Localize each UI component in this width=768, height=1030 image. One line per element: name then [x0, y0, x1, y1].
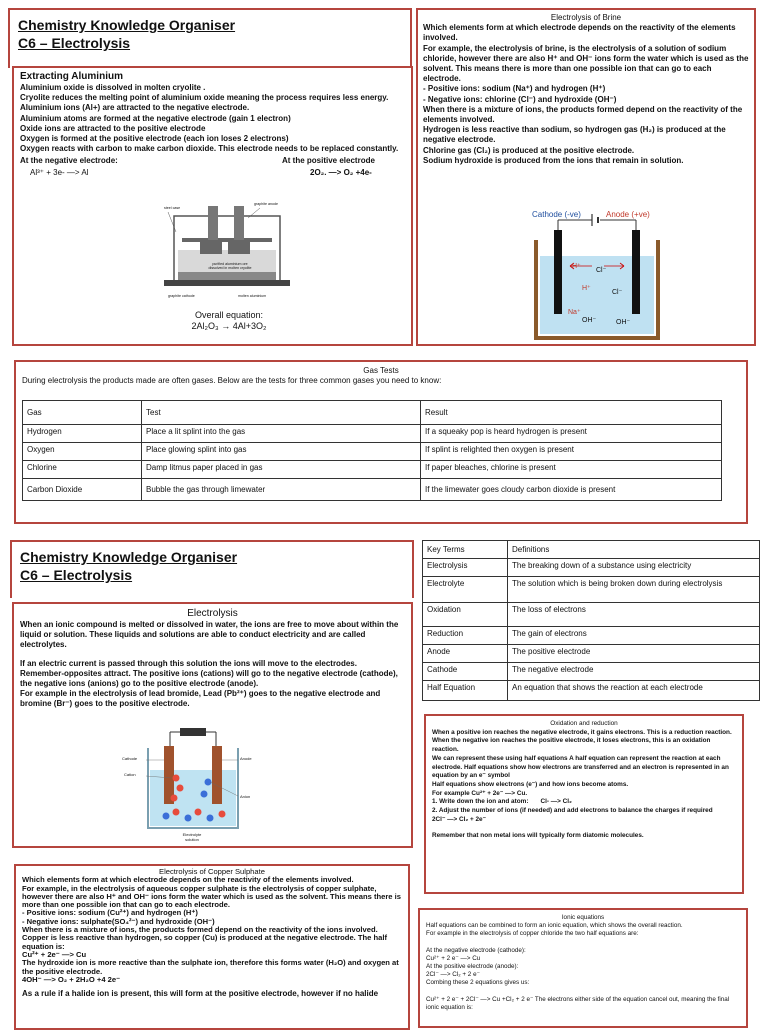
overall-equation [154, 310, 304, 332]
oxred-line: Remember that non metal ions will typically form diatomic molecules. [432, 832, 644, 840]
topic-title: C6 – Electrolysis [18, 35, 131, 51]
table-header-cell: Result [421, 401, 722, 425]
definition-cell: The breaking down of a substance using electricity [508, 559, 760, 577]
aluminium-cell-drawing [162, 202, 292, 302]
ionic-line: Cu²⁺ + 2 e⁻ —> Cu [426, 954, 481, 962]
brine-paragraph: Hydrogen is less reactive than sodium, so hydrogen gas (H₂) is produced at the negative electrode. [423, 125, 726, 145]
positive-electrode-label: At the positive electrode [282, 156, 375, 166]
electrolysis-text [20, 620, 405, 710]
brine-paragraph: Sodium hydroxide is produced from the ions that remain in solution. [423, 155, 684, 165]
term-cell: Oxidation [423, 603, 508, 627]
brine-paragraph: Which elements form at which electrode depends on the reactivity of the elements involved. [423, 23, 736, 43]
test-cell: Place glowing splint into gas [142, 443, 421, 461]
oxred-line: Half equations show electrons (e⁻) and how ions become atoms. [432, 780, 629, 788]
table-row [423, 559, 760, 577]
ionic-line: 2Cl⁻ —> Cl₂ + 2 e⁻ [426, 971, 480, 979]
oxred-step-text: 1. Write down the ion and atom: [432, 798, 529, 806]
table-header-cell: Key Terms [423, 541, 508, 559]
oxred-line: When the negative ion reaches the positive electrode, it loses electrons, this is an oxidation reaction. [432, 737, 711, 754]
ionic-title: Ionic equations [561, 914, 605, 921]
copper-line: - Positive ions: sodium (Cu²⁺) and hydrogen (H⁺) [22, 908, 198, 918]
ionic-line: Half equations can be combined to form an ionic equation, which shows the overall reaction. [426, 922, 683, 930]
table-row [23, 425, 722, 443]
definition-cell: The solution which is being broken down during electrolysis [508, 577, 760, 603]
positive-electrode-equation: 2O₂. —> O₂ +4e- [310, 168, 372, 178]
table-row [23, 479, 722, 501]
definition-cell: The positive electrode [508, 645, 760, 663]
overall-equation-label: Overall equation: [194, 310, 264, 320]
chloride-ion: Cl⁻ [612, 289, 623, 296]
copper-line: 4OH⁻ —> O₂ + 2H₂O +4 2e⁻ [22, 974, 121, 984]
electrolysis-title: Electrolysis [187, 608, 238, 619]
negative-electrode-label: At the negative electrode: [20, 156, 118, 166]
key-terms-table [422, 540, 760, 701]
gas-cell: Chlorine [23, 461, 142, 479]
test-cell: Bubble the gas through limewater [142, 479, 421, 501]
copper-text [22, 876, 402, 998]
copper-line: - Negative ions: sulphate(SO₄²⁻) and hydroxide (OH⁻) [22, 916, 215, 926]
table-row [23, 461, 722, 479]
term-cell: Half Equation [423, 681, 508, 701]
test-cell: Damp litmus paper placed in gas [142, 461, 421, 479]
aluminium-line: Oxygen is formed at the positive electrode (each ion loses 2 electrons) [20, 134, 289, 144]
aluminium-line: Aluminium oxide is dissolved in molten cryolite . [20, 83, 206, 92]
brine-cell-drawing [532, 210, 662, 342]
ionic-line: Cu²⁺ + 2 e⁻ + 2Cl⁻ —> Cu +Cl₂ + 2 e⁻ The electrons either side of the equation cancel out, meaning the final ionic equation is: [426, 995, 730, 1011]
table-header-cell: Test [142, 401, 421, 425]
copper-sulphate-panel [14, 864, 410, 1030]
graphite-cathode-label: graphite cathode [168, 294, 195, 298]
table-header-row [423, 541, 760, 559]
overall-equation-text: 2Al₂O₃ → 4Al+3O₂ [191, 321, 267, 331]
copper-line: Copper is less reactive than hydrogen, so copper (Cu) is produced at the negative electrode. The half equation is: [22, 933, 388, 951]
cathode-label: Cathode (-ve) [532, 210, 581, 219]
graphite-anode-label: graphite anode [254, 202, 278, 206]
oxred-line: We can represent these using half equations A half equation can represent the reaction at each electrode. Half equations show how electrons are transferred and an electron is represented in an equation by an e⁻ symbol [432, 754, 729, 780]
key-terms-table-wrap [422, 540, 760, 701]
test-cell: Place a lit splint into the gas [142, 425, 421, 443]
aluminium-cell-diagram [162, 202, 292, 302]
organiser-title: Chemistry Knowledge Organiser [20, 549, 238, 565]
oxidation-reduction-panel [424, 714, 744, 894]
ionic-line: At the positive electrode (anode): [426, 963, 519, 971]
copper-line: For example, in the electrolysis of aqueous copper sulphate is the electrolysis of copper sulphate, however there are also H⁺ and OH⁻ ions form the water which is used as the solvent. This means there is more than one possible ion that can go to each electrode. [22, 883, 401, 910]
copper-title: Electrolysis of Copper Sulphate [159, 867, 265, 876]
aluminium-line: Oxygen reacts with carbon to make carbon dioxide. This electrode needs to be replaced constantly. [20, 144, 399, 154]
hydrogen-ion: H⁺ [572, 263, 581, 270]
result-cell: If splint is relighted then oxygen is present [421, 443, 722, 461]
table-header-row [23, 401, 722, 425]
cathode-label: Cathode [122, 756, 138, 761]
oxred-step-1 [432, 798, 736, 807]
result-cell: If paper bleaches, chlorine is present [421, 461, 722, 479]
table-header-cell: Definitions [508, 541, 760, 559]
result-cell: If the limewater goes cloudy carbon dioxide is present [421, 479, 722, 501]
definition-cell: An equation that shows the reaction at each electrode [508, 681, 760, 701]
brine-panel [416, 8, 756, 346]
table-row [423, 577, 760, 603]
table-row [423, 645, 760, 663]
chloride-ion: Cl⁻ [596, 267, 607, 274]
term-cell: Electrolyte [423, 577, 508, 603]
ionic-line: For example in the electrolysis of copper chloride the two half equations are: [426, 930, 639, 938]
definition-cell: The negative electrode [508, 663, 760, 681]
oxred-line: 2. Adjust the number of ions (if needed) and add electrons to balance the charges if required [432, 807, 713, 815]
brine-cell-diagram [532, 210, 662, 342]
copper-line: As a rule if a halide ion is present, this will form at the positive electrode, however if no halide [22, 989, 379, 999]
oxred-line: For example Cu²⁺ + 2e⁻ —> Cu. [432, 789, 528, 797]
header-box-bottom [10, 540, 414, 598]
purified-ore-label: purified aluminium ore dissolved in molten cryolite [208, 262, 252, 270]
term-cell: Anode [423, 645, 508, 663]
electrolysis-panel [12, 602, 413, 848]
brine-paragraph: Chlorine gas (Cl₂) is produced at the positive electrode. [423, 145, 635, 155]
hydroxide-ion: OH⁻ [616, 319, 631, 326]
brine-title: Electrolysis of Brine [550, 13, 622, 22]
gas-tests-panel [14, 360, 748, 524]
copper-line: The hydroxide ion is more reactive than the sulphate ion, therefore this forms water (H₂O) and oxygen at the positive electrode. [22, 958, 399, 976]
negative-electrode-equation: Al³⁺ + 3e- —> Al [30, 168, 89, 178]
anion-label: Anion [240, 794, 251, 799]
anode-label: Anode (+ve) [606, 210, 650, 219]
oxred-text [432, 729, 736, 841]
topic-title: C6 – Electrolysis [20, 567, 133, 583]
cation-label: Cation [124, 772, 136, 777]
gas-cell: Oxygen [23, 443, 142, 461]
brine-text [423, 23, 749, 166]
result-cell: If a squeaky pop is heard hydrogen is present [421, 425, 722, 443]
copper-line: Cu²⁺ + 2e⁻ —> Cu [22, 949, 87, 959]
gas-tests-table [22, 400, 722, 501]
table-row [423, 663, 760, 681]
oxred-title: Oxidation and reduction [550, 720, 618, 727]
header-box-top [8, 8, 412, 68]
term-cell: Cathode [423, 663, 508, 681]
steel-case-label: steel case [164, 206, 181, 210]
hydroxide-ion: OH⁻ [582, 317, 597, 324]
oxred-step-equation: 2Cl⁻ —> Cl₂ + 2e⁻ [432, 815, 486, 823]
table-row [423, 681, 760, 701]
gas-tests-intro: During electrolysis the products made are often gases. Below are the tests for three common gases you need to know: [22, 376, 442, 386]
ionic-line: Combing these 2 equations gives us: [426, 979, 530, 987]
aluminium-title: Extracting Aluminium [20, 71, 123, 82]
extracting-aluminium-panel [12, 66, 413, 346]
electrolysis-paragraph: When an ionic compound is melted or dissolved in water, the ions are free to move about within the liquid or solution. These liquids and solutions are able to conduct electricity and are called electrolytes. [20, 620, 399, 650]
table-row [423, 627, 760, 645]
oxred-line: When a positive ion reaches the negative electrode, it gains electrons. This is a reduction reaction. [432, 728, 732, 736]
aluminium-line: Cryolite reduces the melting point of aluminium oxide meaning the process requires less energy. [20, 93, 389, 103]
molten-aluminium-label: molten aluminium [238, 294, 267, 298]
table-row [423, 603, 760, 627]
organiser-title: Chemistry Knowledge Organiser [18, 17, 236, 33]
brine-paragraph: For example, the electrolysis of brine, is the electrolysis of a solution of sodium chloride, however there are also H⁺ and OH⁻ ions form the water which is used as the solvent. This means there is more than one possible ion that can go to each electrode. [423, 43, 749, 84]
sodium-ion: Na⁺ [568, 309, 581, 316]
table-header-cell: Gas [23, 401, 142, 425]
gas-cell: Hydrogen [23, 425, 142, 443]
aluminium-line: Oxide ions are attracted to the positive electrode [20, 123, 206, 133]
gas-tests-title: Gas Tests [363, 366, 399, 375]
ionic-line: At the negative electrode (cathode): [426, 946, 526, 954]
oxred-step-equation: Cl- —> Cl₂ [540, 798, 572, 806]
electrolysis-paragraph: For example in the electrolysis of lead bromide, Lead (Pb²⁺) goes to the negative electrode and bromine (Br⁻) goes to the positive electrode. [20, 689, 381, 709]
ionic-equations-panel [418, 908, 748, 1028]
electrolysis-cell-drawing [118, 726, 268, 844]
electrolysis-paragraph: If an electric current is passed through this solution the ions will move to the electrodes. [20, 658, 357, 668]
term-cell: Electrolysis [423, 559, 508, 577]
definition-cell: The gain of electrons [508, 627, 760, 645]
copper-line: When there is a mixture of ions, the products formed depend on the reactivity of the ions involved. [22, 925, 378, 935]
copper-line: Which elements form at which electrode depends on the reactivity of the elements involved. [22, 875, 354, 885]
term-cell: Reduction [423, 627, 508, 645]
electrolyte-label: Electrolyte solution [182, 832, 202, 842]
brine-paragraph: - Negative ions: chlorine (Cl⁻) and hydroxide (OH⁻) [423, 94, 617, 104]
electrode-equations [20, 156, 405, 180]
hydrogen-ion: H⁺ [582, 285, 591, 292]
aluminium-line: Aluminium ions (Al+) are attracted to the negative electrode. [20, 103, 250, 113]
anode-label: Anode [240, 756, 252, 761]
brine-paragraph: When there is a mixture of ions, the products formed depend on the reactivity of the elements involved. [423, 104, 743, 125]
gas-tests-table-wrap [22, 400, 722, 501]
definition-cell: The loss of electrons [508, 603, 760, 627]
aluminium-line: Aluminium atoms are formed at the negative electrode (gain 1 electron) [20, 113, 291, 123]
table-row [23, 443, 722, 461]
aluminium-text [20, 83, 405, 154]
electrolysis-cell-diagram [118, 726, 268, 844]
gas-cell: Carbon Dioxide [23, 479, 142, 501]
brine-paragraph: - Positive ions: sodium (Na⁺) and hydrogen (H⁺) [423, 84, 606, 94]
electrolysis-paragraph: Remember-opposites attract. The positive ions (cations) will go to the negative electrode (cathode), the negative ions (anions) go to the positive electrode (anode). [20, 668, 398, 689]
